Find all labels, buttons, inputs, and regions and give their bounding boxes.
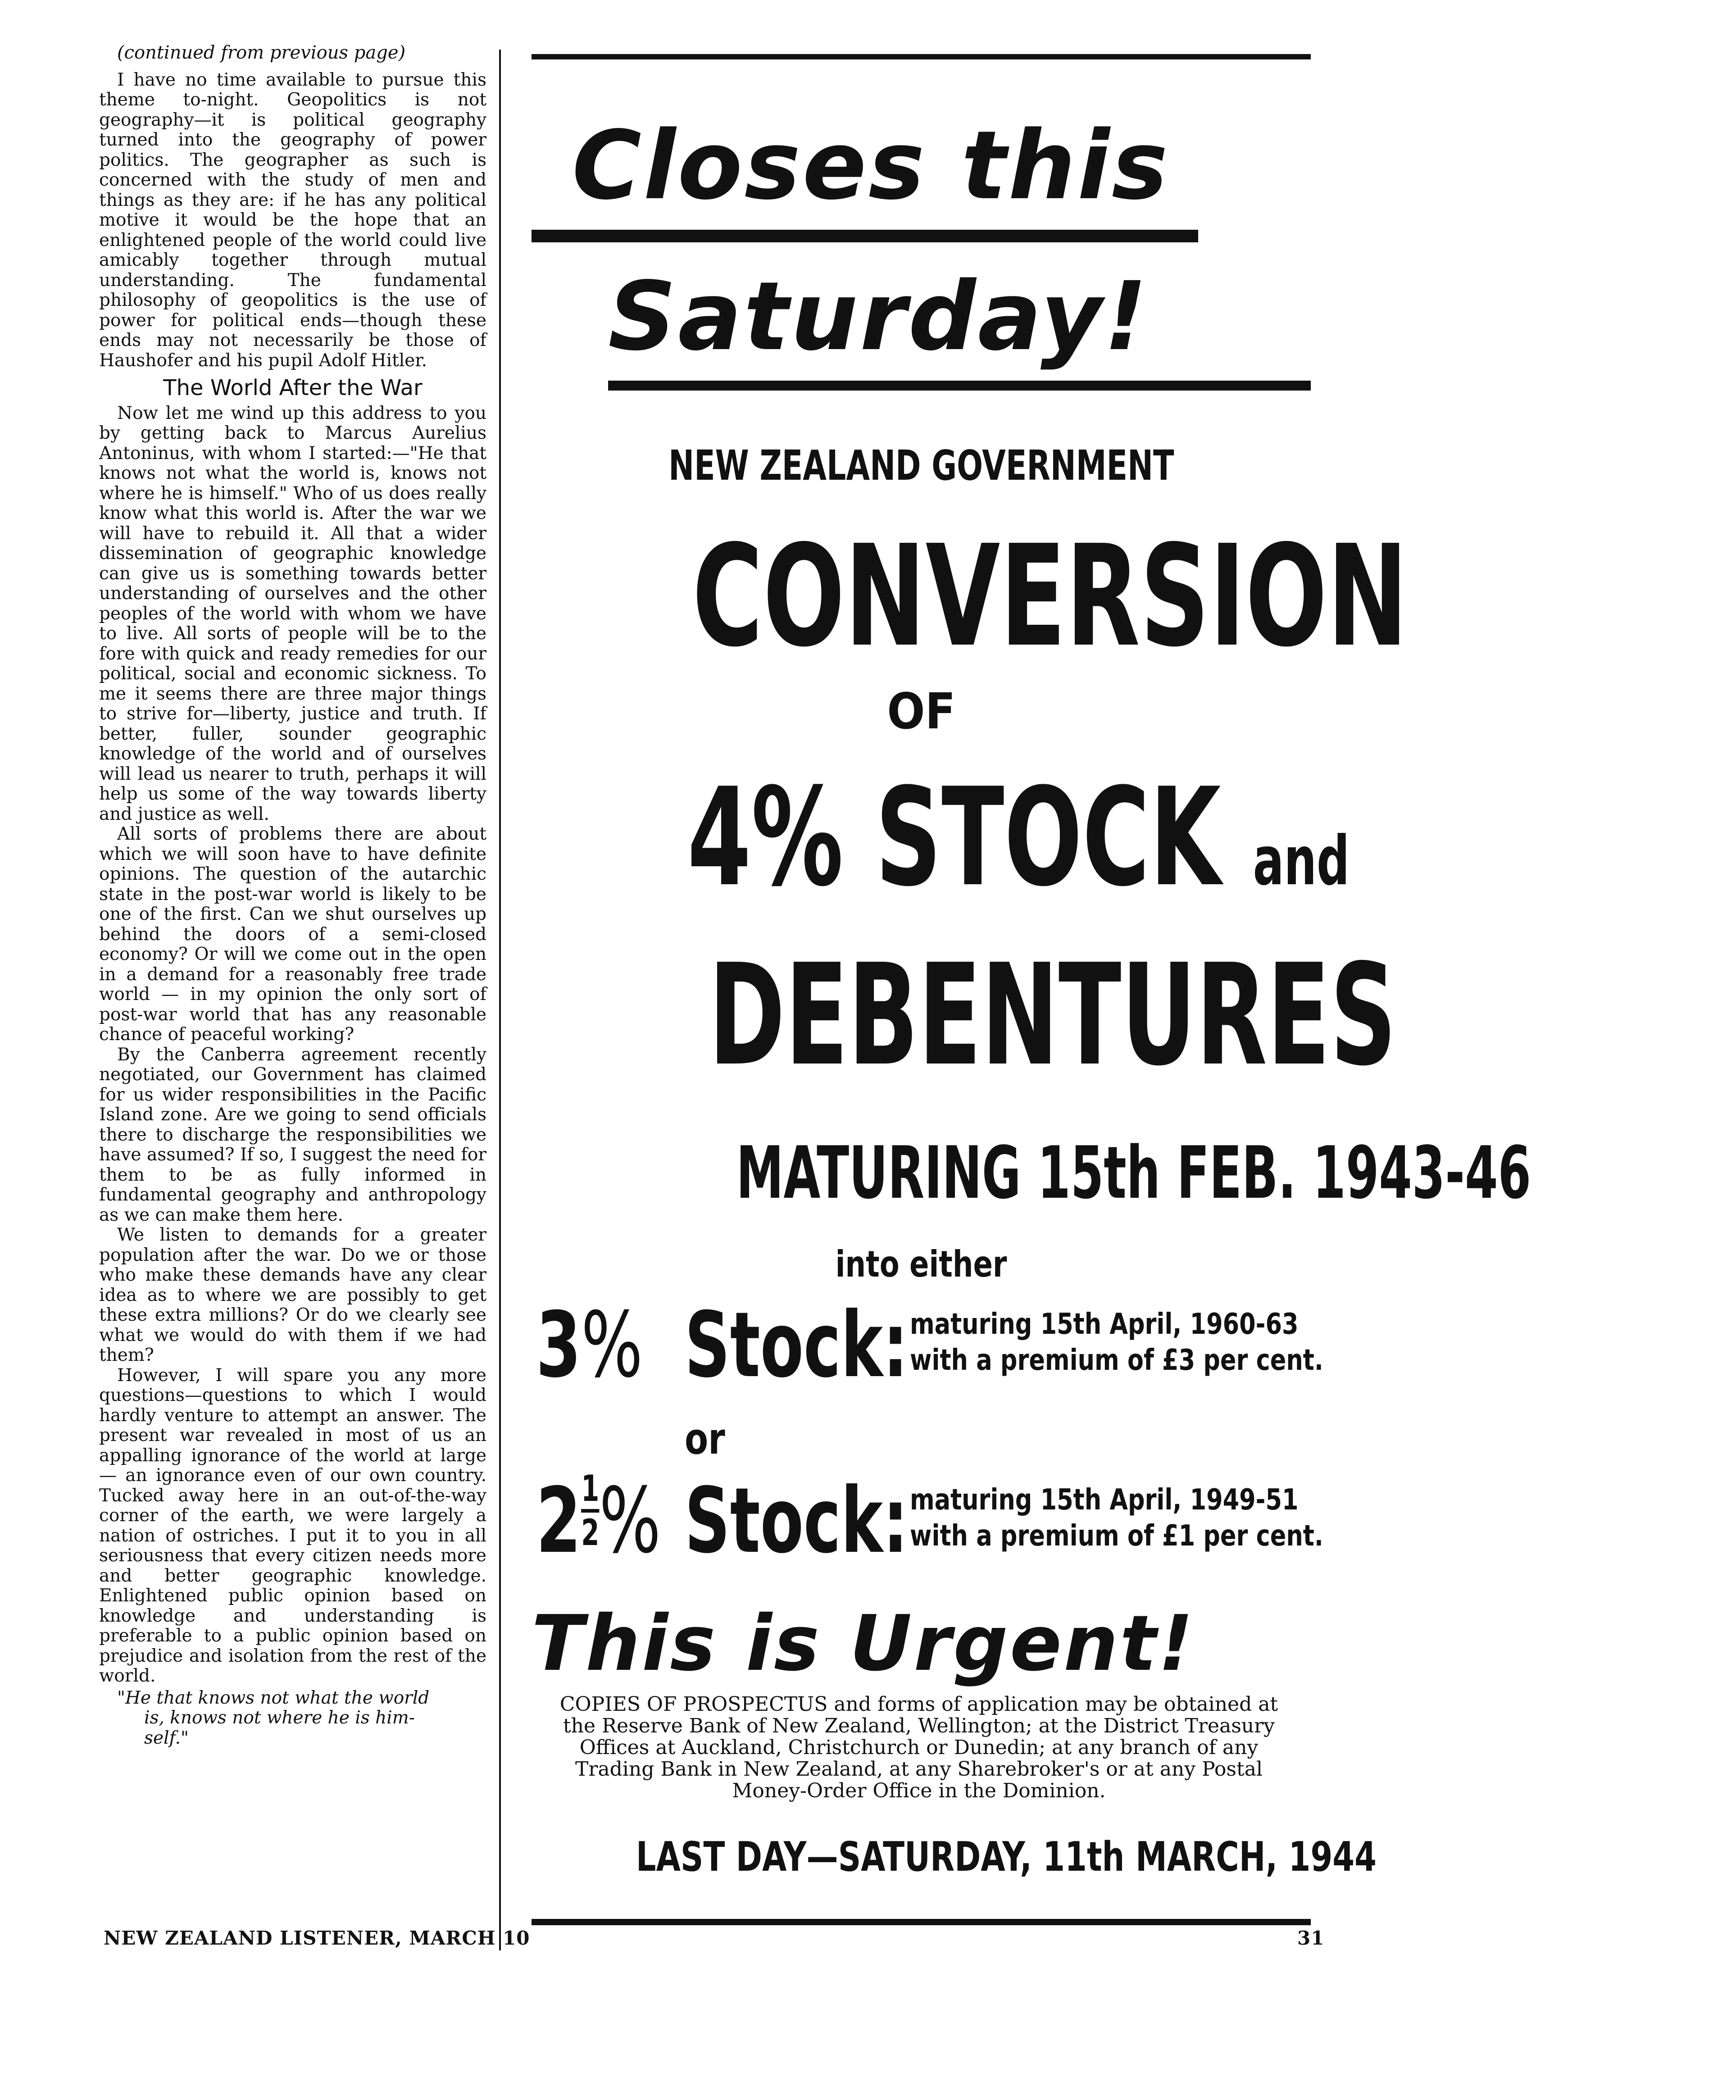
article-paragraph: All sorts of problems there are about which we will soon have to have definite opinions. The question of the autarchic state in the post-war world is likely to be one of the first. Can we shut ourselves up behind the doors of a semi-closed economy? Or will we come out in the open in a demand for a reasonably free trade world — in my opinion the only sort of post-war world that has any reasonable chance of peaceful working?: [99, 824, 486, 1045]
article-paragraph: By the Canberra agreement recently negotiated, our Government has claimed for us wider responsibilities in the Pacific Island zone. Are we going to send officials there to discharge the responsibilities we have assumed? If so, I suggest the need for them to be as fully informed in fundamental geography and anthropology as we can make them here.: [99, 1044, 486, 1225]
closing-quote: [99, 1688, 486, 1749]
page-number: 31: [1297, 1927, 1325, 1949]
offer2-maturity: maturing 15th April, 1949-51: [910, 1483, 1299, 1517]
into-either-line: [532, 1243, 1311, 1285]
last-day-line: [532, 1833, 1377, 1881]
closes-headline-line2: Saturday!: [608, 261, 1149, 372]
prospectus-notice: COPIES OF PROSPECTUS and forms of application may be obtained at the Reserve Bank of New Zealand, Wellington; at the District Treasury Offices at Auckland, Christchurch or Dunedin; at any branch of any Trading Bank in New Zealand, at any Sharebroker's or at any Postal Money-Order Office in the Dominion.: [559, 1693, 1278, 1802]
article-subheading: The World After the War: [163, 375, 423, 400]
conversion-advertisement: [532, 45, 1531, 1937]
article-paragraph: However, I will spare you any more questions—questions to which I would hardly venture to attempt an answer. The present war revealed in most of us an appalling ignorance of the world at large — an ignorance even of our own country. Tucked away here in an out-of-the-way corner of the earth, we were largely a nation of ostriches. I put it to you in all seriousness that every citizen needs more and better geographic knowledge. Enlightened public opinion based on knowledge and understanding is preferable to a public opinion based on prejudice and isolation from the rest of the world.: [99, 1365, 486, 1686]
offer-3-percent: [532, 1293, 1323, 1398]
publication-footer: NEW ZEALAND LISTENER, MARCH 10: [104, 1927, 530, 1949]
urgent-headline: This is Urgent!: [532, 1599, 1195, 1688]
closes-headline-line1: Closes this: [572, 110, 1170, 221]
continued-note: (continued from previous page): [117, 42, 406, 63]
offer2-stock: Stock:: [685, 1468, 909, 1573]
closing-quote-line: is, knows not where he is him-: [144, 1708, 415, 1728]
stock-percent: 4%: [687, 759, 844, 916]
or-text: or: [685, 1414, 725, 1464]
article-paragraph: Now let me wind up this address to you by getting back to Marcus Aurelius Antoninus, with whom I started:—"He that knows not what the world is, knows not where he is himself." Who of us does really know what this world is. After the war we will have to rebuild it. All that a wider dissemination of geographic knowledge can give us is something towards better understanding of ourselves and the other peoples of the world with whom we have to live. All sorts of people will be to the fore with quick and ready remedies for our political, social and economic sickness. To me it seems there are three major things to strive for—liberty, justice and truth. If better, fuller, sounder geographic knowledge of the world and of ourselves will lead us nearer to truth, perhaps it will help us some of the way towards liberty and justice as well.: [99, 403, 486, 824]
of-text: OF: [887, 682, 955, 740]
offer1-premium: with a premium of £3 per cent.: [910, 1344, 1323, 1377]
offer2-rate-number: 2: [536, 1468, 582, 1573]
offer1-maturity: maturing 15th April, 1960-63: [910, 1308, 1299, 1341]
stock-heading-text: [687, 759, 1350, 933]
of-line: [532, 682, 1311, 740]
offer2-rate: [536, 1468, 661, 1573]
maturing-text: MATURING 15th FEB. 1943-46: [736, 1131, 1531, 1215]
closing-quote-line: "He that knows not what the world: [117, 1687, 430, 1708]
offer2-detail: [910, 1482, 1323, 1554]
column-divider: [499, 50, 501, 1950]
maturing-line: [532, 1131, 1531, 1215]
offer2-percent-sign: %: [599, 1468, 661, 1573]
article-column: [99, 43, 486, 1953]
debentures-heading: [532, 934, 1397, 1097]
offer1-percent-sign: %: [581, 1293, 643, 1398]
top-rule: [532, 54, 1311, 59]
headline-rule: [532, 230, 1198, 242]
offer2-fraction: [581, 1468, 599, 1553]
offer1-detail: [910, 1306, 1323, 1378]
and-word: and: [1253, 822, 1350, 900]
offer1-rate-number: 3: [536, 1293, 582, 1398]
issuer-text: NEW ZEALAND GOVERNMENT: [668, 441, 1174, 490]
article-paragraph: We listen to demands for a greater population after the war. Do we or those who make these demands have any clear idea as to where we are possibly to get these extra millions? Or do we clearly see what we would do with them if we had them?: [99, 1225, 486, 1365]
into-either-text: into either: [835, 1243, 1007, 1285]
fraction-denominator: 2: [581, 1512, 600, 1554]
or-line: [685, 1414, 735, 1464]
issuer-line: [532, 441, 1311, 490]
conversion-text: CONVERSION: [692, 515, 1408, 678]
conversion-heading: [532, 515, 1408, 678]
closing-quote-line: self.": [144, 1727, 189, 1748]
fraction-numerator: 1: [581, 1468, 599, 1513]
headline-rule: [608, 381, 1311, 391]
article-paragraph: I have no time available to pursue this theme to-night. Geopolitics is not geography—it is political geography turned into the geography of power politics. The geographer as such is concerned with the study of men and things as they are: if he has any political motive it would be the hope that an enlightened people of the world could live amicably together through mutual understanding. The fundamental philosophy of geopolitics is the use of power for political ends—though these ends may not necessarily be those of Haushofer and his pupil Adolf Hitler.: [99, 69, 486, 371]
offer1-stock: Stock:: [685, 1293, 909, 1398]
offer-2-half-percent: [532, 1468, 1323, 1573]
last-day-text: LAST DAY—SATURDAY, 11th MARCH, 1944: [636, 1833, 1377, 1881]
offer1-rate: [536, 1293, 643, 1398]
stock-word: STOCK: [875, 759, 1221, 916]
stock-heading: [532, 759, 1350, 933]
debentures-text: DEBENTURES: [709, 934, 1397, 1097]
offer2-premium: with a premium of £1 per cent.: [910, 1519, 1323, 1553]
bottom-rule: [532, 1919, 1311, 1925]
